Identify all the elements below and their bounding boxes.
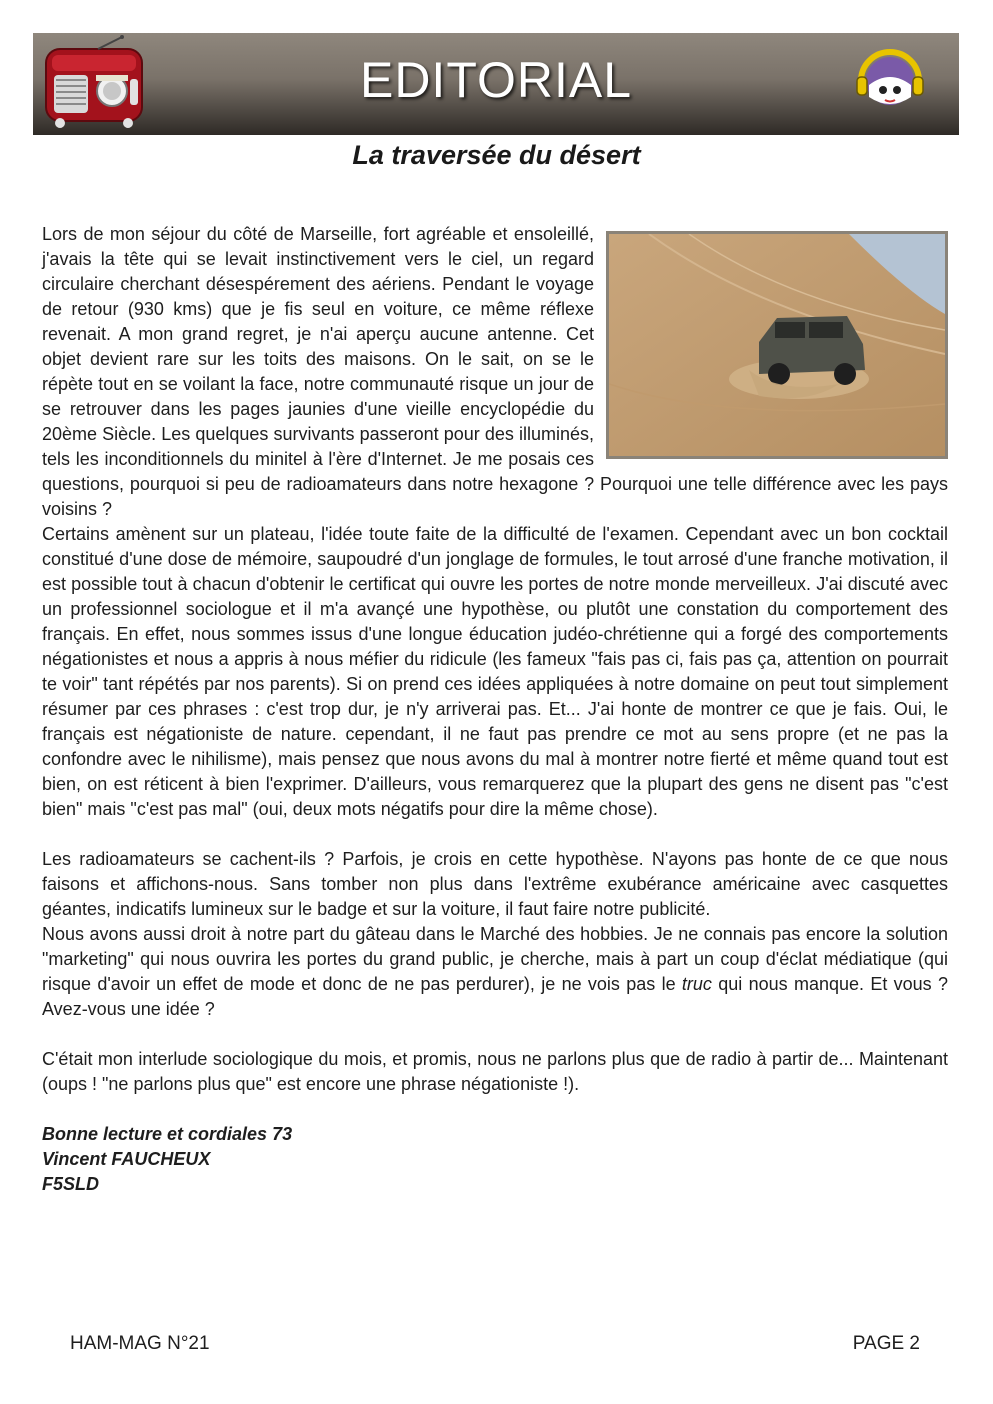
desert-4x4-photo: [606, 231, 948, 459]
paragraph-2: Certains amènent sur un plateau, l'idée toute faite de la difficulté de l'examen. Cependant avec un bon cocktail constitué d'une dose de mémoire, saupoudré d'un jonglage de formules, le tout arrosé d'une franche motivation, il est possible tout à chacun d'obtenir le certificat qui ouvre les portes de notre monde merveilleux. J'ai discuté avec un professionnel sociologue et il m'a avançé une hypothèse, ou plutôt une constation du comportement des français. En effet, nous sommes issus d'une longue éducation judéo-chrétienne qui a forgé des comportements négationistes et nous a appris à nous méfier du ridicule (les fameux "fais pas ci, fais pas ça, attention on pourrait te voir" tant répétés par nos parents). Si on prend ces idées appliquées à notre domaine on peut tout simplement résumer par ces phrases : c'est trop dur, je n'y arriverai pas. Et... J'ai honte de montrer ce que je fais. Oui, le français est négationiste de nature. cependant, il ne faut pas prendre ce mot au sens propre (et ne pas la confondre avec le nihilisme), mais pensez que nous avons du mal à montrer notre fierté et même quand tout est bien, on est réticent à bien l'exprimer. D'ailleurs, vous remarquerez que la plupart des gens ne disent pas "c'est bien" mais "c'est pas mal" (oui, deux mots négatifs pour dire la même chose).: [42, 524, 948, 819]
signature-callsign: F5SLD: [42, 1174, 100, 1194]
mascot-headphones-icon: [855, 45, 925, 111]
page-title: EDITORIAL: [359, 52, 633, 108]
paragraph-spacer: [42, 822, 948, 847]
signature-greeting: Bonne lecture et cordiales 73: [42, 1124, 293, 1144]
paragraph-spacer: [42, 1097, 948, 1122]
paragraph-3: Les radioamateurs se cachent-ils ? Parfois, je crois en cette hypothèse. N'ayons pas honte de ce que nous faisons et affichons-nous. Sans tomber non plus dans l'extrême exubérance américaine avec casquettes géantes, indicatifs lumineux sur le badge et sur la voiture, il faut faire notre publicité.: [42, 849, 948, 919]
article-subtitle: La traversée du désert: [352, 140, 641, 170]
footer-page-number: PAGE 2: [852, 1333, 920, 1354]
paragraph-spacer: [42, 1022, 948, 1047]
paragraph-4-emphasis: truc: [681, 974, 712, 994]
article-body: [42, 222, 948, 1197]
paragraph-4-start: Nous avons aussi droit à notre part du gâteau dans le Marché des hobbies. Je ne connais pas encore la solution "marketing" qui nous ouvrira les portes du grand public, je cherche, mais à part un coup d'éclat médiatique (qui risque d'avoir un effet de mode et donc de ne pas perdurer), je ne vois pas le: [42, 924, 948, 994]
signature-author: Vincent FAUCHEUX: [42, 1149, 211, 1169]
paragraph-5: C'était mon interlude sociologique du mois, et promis, nous ne parlons plus que de radio à partir de... Maintenant (oups ! "ne parlons plus que" est encore une phrase négationiste !).: [42, 1049, 948, 1094]
header-banner: [33, 33, 959, 135]
paragraph-4-end: qui nous manque. Et vous ? Avez-vous une idée ?: [42, 974, 948, 1019]
paragraph-4: [42, 922, 948, 1022]
footer-magazine-issue: HAM-MAG N°21: [70, 1333, 210, 1354]
paragraph-1: Lors de mon séjour du côté de Marseille, fort agréable et ensoleillé, j'avais la tête qui se levait instinctivement vers le ciel, un regard circulaire cherchant désespérement des aériens. Pendant le voyage de retour (930 kms) que je fis seul en voiture, ce même réflexe revenait. A mon grand regret, je n'ai aperçu aucune antenne. Cet objet devient rare sur les toits des maisons. On le sait, on se le répète tout en se voilant la face, notre communauté risque un jour de se retrouver dans les pages jaunies d'une vieille encyclopédie du 20ème Siècle. Les quelques survivants passeront pour des illuminés, tels les inconditionnels du minitel à l'ère d'Internet. Je me posais ces questions, pourquoi si peu de radioamateurs dans notre hexagone ? Pourquoi une telle différence avec les pays voisins ?: [42, 224, 948, 519]
